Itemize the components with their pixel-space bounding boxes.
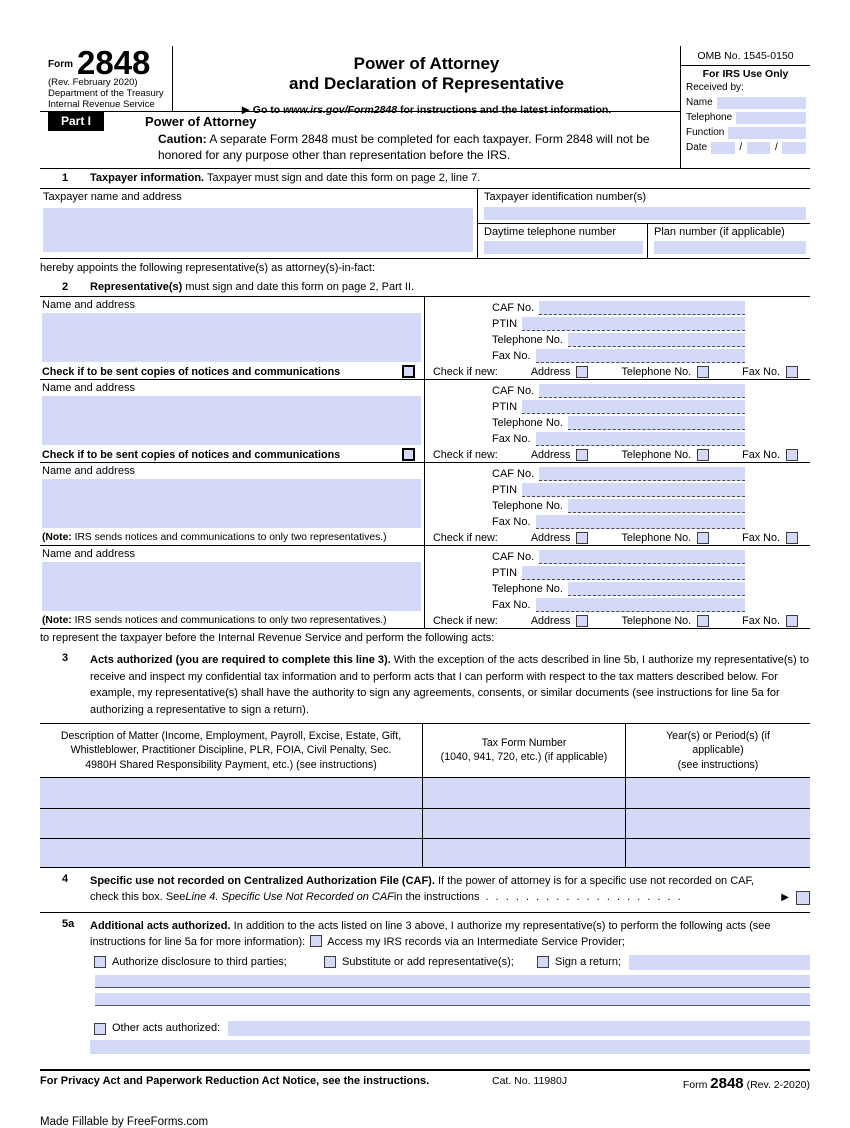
rep3-name-address-label: Name and address (42, 465, 135, 477)
rep3-note-text: IRS sends notices and communications to only two representatives.) (71, 532, 387, 543)
rep3-new-fax-checkbox[interactable] (786, 532, 798, 544)
form-word: Form (48, 59, 73, 70)
rep4-fax-label: Fax No. (492, 599, 531, 611)
form-header (40, 46, 810, 169)
rep1-copies-checkbox[interactable] (402, 365, 415, 378)
line4-italic: Line 4. Specific Use Not Recorded on CAF (185, 891, 394, 904)
rep2-new-address-checkbox[interactable] (576, 449, 588, 461)
rep4-telephone-label: Telephone No. (492, 583, 563, 595)
line3-bold: Acts authorized (you are required to complete this line 3). (90, 654, 391, 666)
line3-text: With the exception of the acts described in line 5b, I authorize my representative(s) to receive and inspect my confidential tax information and to perform acts that I can perform with respect to the tax matters described below. For example, my representative(s) shall have the authority to sign any agreements, consents, or similar documents (see instructions for line 5a for authorizing a representative to sign a return). (90, 654, 809, 716)
rep2-ptin-field[interactable] (522, 400, 745, 414)
rep1-telephone-label: Telephone No. (492, 334, 563, 346)
goto-url-link[interactable]: www.irs.gov/Form2848 (283, 103, 398, 116)
rep2-caf-field[interactable] (539, 384, 745, 398)
line2-row (40, 278, 810, 296)
tax-matters-header-row (40, 724, 810, 778)
irs-function-field[interactable] (728, 127, 806, 139)
line1-bold: Taxpayer information. (90, 172, 205, 184)
rep3-new-telephone-checkbox[interactable] (697, 532, 709, 544)
line5a-bold: Additional acts authorized. (90, 919, 231, 932)
rep3-ptin-field[interactable] (522, 483, 745, 497)
rep2-new-address-label: Address (530, 448, 571, 461)
irs-date-label: Date (686, 142, 708, 153)
rep1-new-telephone-checkbox[interactable] (697, 366, 709, 378)
tax-matters-row-1 (40, 778, 810, 808)
rep1-fax-label: Fax No. (492, 350, 531, 362)
form-title-line-1: Power of Attorney (353, 54, 500, 73)
line5a-number: 5a (62, 917, 75, 930)
tax-form-cell-2[interactable] (423, 809, 626, 838)
form-id-block (40, 46, 173, 111)
tax-form-cell-1[interactable] (423, 778, 626, 808)
sign-return-field[interactable] (629, 955, 810, 970)
rep1-name-address-field[interactable] (42, 313, 421, 362)
other-acts-field-2[interactable] (90, 1040, 810, 1054)
rep4-new-address-label: Address (530, 614, 571, 627)
col-tax-form-header (423, 724, 626, 777)
sign-return-label: Sign a return; (555, 955, 622, 968)
rep4-name-address-field[interactable] (42, 562, 421, 611)
rep2-fax-field[interactable] (536, 432, 745, 446)
line5a-section (40, 913, 810, 1054)
tax-matters-row-3 (40, 838, 810, 868)
additional-acts-field-2[interactable] (95, 993, 810, 1006)
rep4-caf-field[interactable] (539, 550, 745, 564)
page-footer (40, 1069, 810, 1092)
rep4-ptin-field[interactable] (522, 566, 745, 580)
rep1-fax-field[interactable] (536, 349, 745, 363)
rep4-caf-label: CAF No. (492, 551, 535, 563)
taxpayer-info-box (40, 189, 810, 259)
rep4-new-telephone-checkbox[interactable] (697, 615, 709, 627)
rep2-check-if-new-label: Check if new: (433, 448, 498, 461)
form-title-line-2: and Declaration of Representative (289, 74, 564, 94)
rep1-telephone-field[interactable] (568, 333, 745, 347)
rep4-fax-field[interactable] (536, 598, 745, 612)
line2-text: must sign and date this form on page 2, Part II. (182, 281, 415, 293)
rep1-caf-field[interactable] (539, 301, 745, 315)
appoints-text: hereby appoints the following representative(s) as attorney(s)-in-fact: (40, 262, 376, 274)
line2-bold: Representative(s) (90, 281, 183, 293)
rep2-copies-checkbox[interactable] (402, 448, 415, 461)
substitute-representative-checkbox[interactable] (324, 956, 336, 968)
made-fillable-watermark: Made Fillable by FreeForms.com (40, 1115, 209, 1128)
rep2-caf-label: CAF No. (492, 385, 535, 397)
part1-tag: Part I (48, 112, 104, 131)
daytime-phone-field[interactable] (484, 241, 643, 254)
rep2-new-telephone-checkbox[interactable] (697, 449, 709, 461)
arrow-right-icon: ▶ (241, 103, 250, 116)
irs-telephone-field[interactable] (736, 112, 806, 124)
tax-matters-table (40, 723, 810, 868)
rep3-fax-label: Fax No. (492, 516, 531, 528)
agency-line-2: Internal Revenue Service (48, 99, 155, 111)
rep1-caf-label: CAF No. (492, 302, 535, 314)
line5a-text: In addition to the acts listed on line 3 above, I authorize my representative(s) to perform the following acts (see instructions for line 5a for more information): (90, 919, 771, 949)
other-acts-field[interactable] (228, 1021, 810, 1036)
rep1-name-address-label: Name and address (42, 299, 135, 311)
rep2-fax-label: Fax No. (492, 433, 531, 445)
other-acts-checkbox[interactable] (94, 1023, 106, 1035)
goto-prefix: Go to (249, 103, 284, 116)
line5a-checkbox-row (90, 954, 810, 971)
date-month-field[interactable] (711, 142, 735, 154)
irs-function-label: Function (686, 127, 725, 138)
taxpayer-tin-field[interactable] (484, 207, 806, 220)
rep3-check-if-new-label: Check if new: (433, 531, 498, 544)
irs-name-label: Name (686, 97, 713, 108)
line4-number: 4 (62, 872, 69, 885)
irs-use-only-box (680, 46, 810, 168)
rep1-new-address-checkbox[interactable] (576, 366, 588, 378)
represent-text: to represent the taxpayer before the Internal Revenue Service and perform the following acts: (40, 628, 810, 648)
rep4-ptin-label: PTIN (492, 567, 518, 579)
rep4-new-address-checkbox[interactable] (576, 615, 588, 627)
caution-label: Caution: (158, 132, 207, 146)
rep1-ptin-label: PTIN (492, 318, 518, 330)
date-slash: / (774, 141, 778, 153)
authorize-disclosure-label: Authorize disclosure to third parties; (112, 955, 287, 968)
representative-block-3 (40, 462, 810, 545)
rep3-caf-label: CAF No. (492, 468, 535, 480)
substitute-representative-label: Substitute or add representative(s); (342, 955, 514, 968)
irs-name-field[interactable] (717, 97, 806, 109)
tax-matters-row-2 (40, 808, 810, 838)
plan-number-label: Plan number (if applicable) (654, 226, 785, 238)
tax-form-cell-3[interactable] (423, 839, 626, 867)
rep4-new-telephone-label: Telephone No. (621, 614, 692, 627)
part1-header (40, 111, 680, 131)
line1-row (40, 169, 810, 189)
rep1-new-address-label: Address (530, 365, 571, 378)
privacy-act-notice: For Privacy Act and Paperwork Reduction Act Notice, see the instructions. (40, 1074, 430, 1087)
rep3-new-telephone-label: Telephone No. (621, 531, 692, 544)
form-number: 2848 (77, 44, 151, 81)
col-years-header (626, 724, 810, 777)
catalog-number: Cat. No. 11980J (492, 1074, 568, 1087)
taxpayer-tin-label: Taxpayer identification number(s) (484, 191, 647, 203)
other-acts-row (90, 1020, 810, 1037)
rep2-name-address-label: Name and address (42, 382, 135, 394)
date-year-field[interactable] (782, 142, 806, 154)
description-cell-1[interactable] (40, 778, 423, 808)
line4-specific-use-checkbox[interactable] (796, 891, 810, 905)
rep2-ptin-label: PTIN (492, 401, 518, 413)
rep2-name-address-field[interactable] (42, 396, 421, 445)
rep3-new-address-checkbox[interactable] (576, 532, 588, 544)
rep3-ptin-label: PTIN (492, 484, 518, 496)
goto-suffix: for instructions and the latest information. (397, 103, 612, 116)
rep3-telephone-label: Telephone No. (492, 500, 563, 512)
line3-number: 3 (62, 652, 69, 664)
line2-number: 2 (62, 281, 69, 293)
years-cell-1[interactable] (626, 778, 810, 808)
col-years-line1: Year(s) or Period(s) (if applicable) (666, 730, 770, 757)
rep2-new-telephone-label: Telephone No. (621, 448, 692, 461)
rep3-telephone-field[interactable] (568, 499, 745, 513)
col-tax-form-line1: Tax Form Number (481, 737, 567, 750)
years-cell-3[interactable] (626, 839, 810, 867)
line1-text: Taxpayer must sign and date this form on page 2, line 7. (204, 172, 481, 184)
rep2-new-fax-label: Fax No. (742, 448, 780, 461)
description-cell-3[interactable] (40, 839, 423, 867)
line4-paragraph (40, 868, 810, 913)
col-tax-form-line2: (1040, 941, 720, etc.) (if applicable) (440, 751, 608, 764)
representative-block-2 (40, 379, 810, 462)
rep4-name-address-label: Name and address (42, 548, 135, 560)
rep3-new-address-label: Address (530, 531, 571, 544)
rep3-fax-field[interactable] (536, 515, 745, 529)
dot-leaders: . . . . . . . . . . . . . . . . . . . . (485, 891, 683, 904)
rep1-new-fax-label: Fax No. (742, 365, 780, 378)
rep4-note-text: IRS sends notices and communications to only two representatives.) (71, 615, 387, 626)
line4-bold: Specific use not recorded on Centralized Authorization File (CAF). (90, 874, 435, 887)
rep4-note-bold: (Note: (42, 615, 72, 626)
line4-text2-post: in the instructions (393, 891, 480, 904)
part1-title: Power of Attorney (145, 114, 257, 129)
sign-return-checkbox[interactable] (537, 956, 549, 968)
irs-telephone-label: Telephone (686, 112, 733, 123)
form-body (40, 46, 810, 1128)
omb-number: OMB No. 1545-0150 (681, 46, 810, 66)
caution-text: A separate Form 2848 must be completed for each taxpayer. Form 2848 will not be honored for any purpose other than representation before the IRS. (158, 132, 650, 162)
footer-form-id (642, 1075, 810, 1092)
form-revision: (Rev. February 2020) (48, 77, 138, 89)
footer-form-revision: (Rev. 2-2020) (743, 1078, 810, 1091)
rep2-telephone-label: Telephone No. (492, 417, 563, 429)
line4-text1: If the power of attorney is for a specific use not recorded on CAF, (434, 874, 755, 887)
form-title-block (173, 46, 680, 116)
rep4-check-if-new-label: Check if new: (433, 614, 498, 627)
rep1-new-telephone-label: Telephone No. (621, 365, 692, 378)
rep3-caf-field[interactable] (539, 467, 745, 481)
rep2-new-fax-checkbox[interactable] (786, 449, 798, 461)
taxpayer-name-address-field[interactable] (43, 208, 473, 252)
representative-block-1 (40, 296, 810, 379)
plan-number-field[interactable] (654, 241, 806, 254)
rep1-new-fax-checkbox[interactable] (786, 366, 798, 378)
other-acts-label: Other acts authorized: (112, 1022, 221, 1035)
agency-line-1: Department of the Treasury (48, 88, 164, 100)
date-slash: / (739, 141, 743, 153)
rep1-copies-label: Check if to be sent copies of notices and communications (42, 365, 341, 378)
rep3-new-fax-label: Fax No. (742, 531, 780, 544)
irs-date-field[interactable] (711, 142, 806, 154)
col-years-line2: (see instructions) (677, 758, 759, 771)
col-description-header: Description of Matter (Income, Employment, Payroll, Excise, Estate, Gift, Whistleblower, Practitioner Discipline, PLR, FOIA, Civil Penalty, Sec. 4980H Shared Responsibility Payment, etc.) (see instructions) (40, 724, 423, 777)
footer-form-word: Form (682, 1078, 711, 1091)
irs-use-only-title: For IRS Use Only (702, 68, 789, 80)
rep4-telephone-field[interactable] (568, 582, 745, 596)
rep2-telephone-field[interactable] (568, 416, 745, 430)
line1-number: 1 (62, 172, 69, 184)
daytime-phone-label: Daytime telephone number (484, 226, 617, 238)
additional-acts-field-1[interactable] (95, 975, 810, 988)
rep4-new-fax-checkbox[interactable] (786, 615, 798, 627)
access-irs-records-checkbox[interactable] (310, 935, 322, 947)
description-cell-2[interactable] (40, 809, 423, 838)
rep4-new-fax-label: Fax No. (742, 614, 780, 627)
line3-paragraph (40, 648, 810, 723)
arrow-right-icon: ▶ (781, 892, 789, 904)
rep3-note-bold: (Note: (42, 532, 72, 543)
access-irs-records-label: Access my IRS records via an Intermediate Service Provider; (327, 936, 625, 949)
rep2-copies-label: Check if to be sent copies of notices and communications (42, 448, 341, 461)
rep1-check-if-new-label: Check if new: (433, 365, 498, 378)
rep1-ptin-field[interactable] (522, 317, 745, 331)
date-day-field[interactable] (747, 142, 771, 154)
authorize-disclosure-checkbox[interactable] (94, 956, 106, 968)
representative-block-4 (40, 545, 810, 628)
line4-text2-pre: check this box. See (90, 891, 186, 904)
taxpayer-name-address-label: Taxpayer name and address (43, 191, 182, 203)
rep3-name-address-field[interactable] (42, 479, 421, 528)
received-by-label: Received by: (686, 82, 744, 93)
footer-form-number: 2848 (710, 1074, 744, 1092)
caution-paragraph (40, 131, 680, 168)
years-cell-2[interactable] (626, 809, 810, 838)
